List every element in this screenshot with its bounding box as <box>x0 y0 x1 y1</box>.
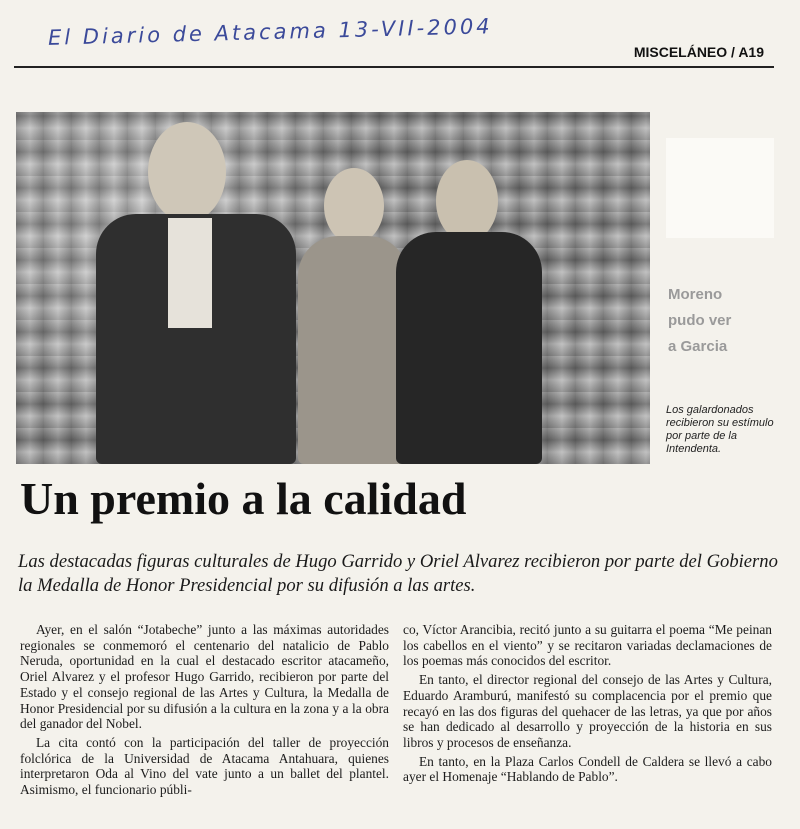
paragraph: Ayer, en el salón “Jotabeche” junto a las máximas autoridades regionales se conmemoró el centenario del natalicio de Pablo Neruda, oportunidad en la cual el destacado escritor atacameño, Oriel Alvarez y el profesor Hugo Garrido, recibieron por parte del Estado y el consejo regional de las Artes y Cultura, la Medalla de Honor Presidencial por su difusión a la cultura en la zona y a la obra del ganador del Nobel. <box>20 622 389 732</box>
photo-person-right <box>396 160 542 464</box>
article-body <box>20 622 772 818</box>
page-number: A19 <box>738 44 764 60</box>
section-separator: / <box>727 44 739 60</box>
handwritten-date-note: El Diario de Atacama 13-VII-2004 <box>47 14 493 50</box>
adjacent-article-fragment: Moreno pudo ver a Garcia <box>668 286 732 355</box>
photo-person-left <box>96 122 306 464</box>
article-subheadline: Las destacadas figuras culturales de Hugo Garrido y Oriel Alvarez recibieron por parte del Gobierno la Medalla de Honor Presidencial por su difusión a las artes. <box>18 551 778 596</box>
body-column-1 <box>20 622 389 818</box>
photo-person-middle <box>294 168 412 464</box>
body-column-2 <box>403 622 772 818</box>
section-name: MISCELÁNEO <box>633 44 728 60</box>
paragraph: En tanto, el director regional del consejo de las Artes y Cultura, Eduardo Aramburú, manifestó su complacencia por el premio que recayó en las dos figuras del quehacer de las letras, ya que por años se han dedicado al desarrollo y proyección de la historia en sus libros y procesos de enseñanza. <box>403 672 772 750</box>
paragraph: co, Víctor Arancibia, recitó junto a su guitarra el poema “Me peinan los cabellos en el viento” y se recitaron variadas declamaciones de los poemas más conocidos del escritor. <box>403 622 772 669</box>
paragraph: En tanto, en la Plaza Carlos Condell de Caldera se llevó a cabo ayer el Homenaje “Hablando de Pablo”. <box>403 753 772 785</box>
article-headline: Un premio a la calidad <box>20 473 467 524</box>
section-header <box>634 44 764 60</box>
paragraph: La cita contó con la participación del taller de proyección folclórica de la Universidad de Atacama Antahuara, quienes interpretaron Oda al Vino del vate junto a un ballet del plantel. Asimismo, el funcionario públi- <box>20 734 389 798</box>
news-photo <box>16 112 650 464</box>
header-rule <box>14 66 774 68</box>
photo-caption: Los galardonados recibieron su estímulo por parte de la Intendenta. <box>666 404 774 455</box>
side-photo-fragment <box>666 138 774 238</box>
